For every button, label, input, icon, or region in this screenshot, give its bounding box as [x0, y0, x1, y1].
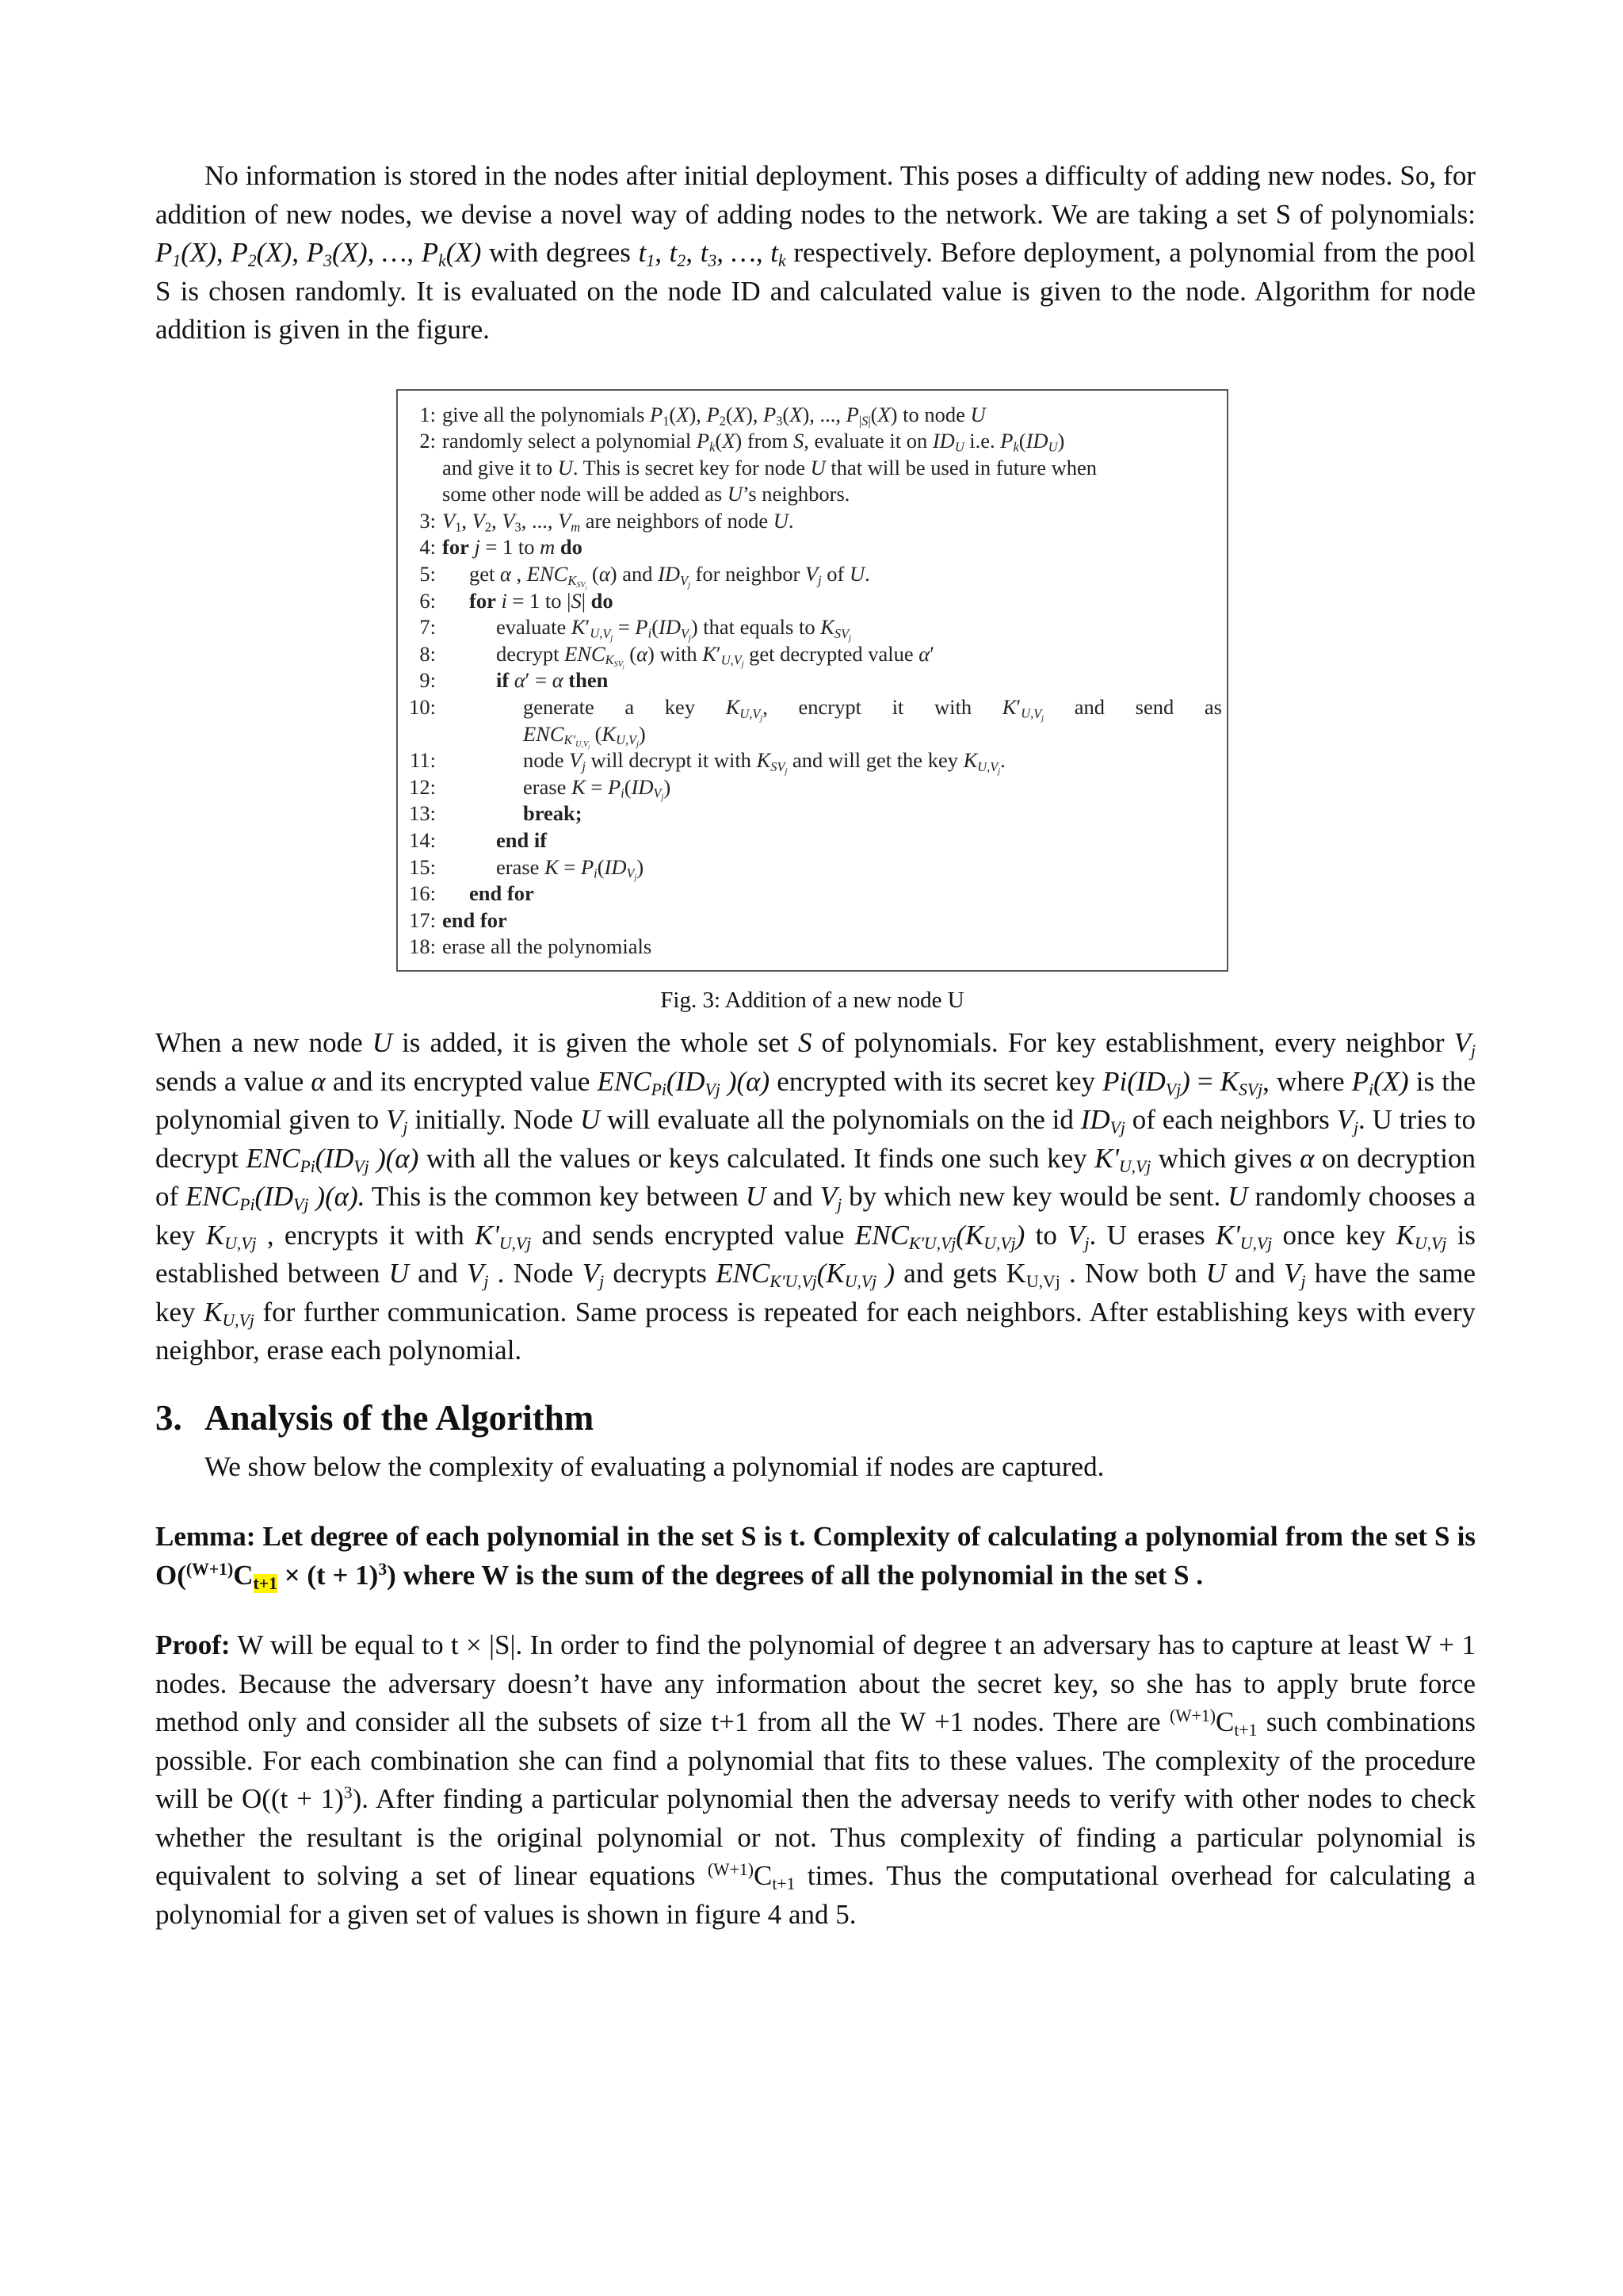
algorithm-line: 12: erase $K = P_i(ID_{V_j})$: [409, 774, 671, 803]
intro-text-1: No information is stored in the nodes after initial deployment. This poses a difficulty of adding new nodes. So, for addition of new nodes, we devise a novel way of adding nodes to the network. We are taking a set S of polynomials:: [155, 160, 1476, 230]
algorithm-line: 11: node $V_j$ will decrypt it with $K_{SV_j}$ and will get the key $K_{U,V_j}$.: [410, 748, 1006, 776]
proof-paragraph: Proof: W will be equal to t × |S|. In order to find the polynomial of degree t an adversary has to capture at least W + 1 nodes. Because the adversary doesn’t have any information about the secret key, so she has to apply brute force method only and consider all the subsets of size t+1 from all the W +1 nodes. There are $^{(W+1)}C_{t+1}$ such combinations possible. For each combination she can find a polynomial that fits to these values. The complexity of the procedure will be $O((t + 1)^3)$. After finding a particular polynomial then the adversay needs to verify with other nodes to check whether the resultant is the original polynomial or not. Thus complexity of finding a particular polynomial is equivalent to solving a set of linear equations $^{(W+1)}C_{t+1}$ times. Thus the computational overhead for calculating a polynomial for a given set of values is shown in figure 4 and 5.: [155, 1629, 1476, 1930]
intro-text-3: respectively. Before deployment, a polynomial from the pool S is chosen randomly. It is evaluated on the node ID and calculated value is given to the node. Algorithm for node addition is given in the figure.: [155, 237, 1476, 345]
algorithm-line: 7: evaluate $K'_{U,V_j} = P_i(ID_{V_j})$ that equals to $K_{SV_j}$: [419, 615, 851, 643]
algorithm-line: 2: randomly select a polynomial $P_k(X)$ from S, evaluate it on $ID_U$ i.e. $P_k(ID_U)$: [419, 429, 1065, 455]
algorithm-line: 9: if α′ = α then: [419, 668, 609, 693]
algorithm-line: 1: give all the polynomials $P_1(X)$, $P_2(X)$, $P_3(X)$, ..., $P_{|S|}(X)$ to node U: [419, 402, 986, 429]
algorithm-figure: [396, 389, 1228, 1020]
algorithm-line: $ENC_{K'_{U,V_j}}$ $(K_{U,V_j})$: [523, 721, 646, 750]
paper-page: [155, 157, 1476, 1934]
section-intro: We show below the complexity of evaluating a polynomial if nodes are captured.: [204, 1450, 1105, 1482]
section-heading: 3. Analysis of the Algorithm: [155, 1397, 594, 1438]
key-establishment-paragraph: When a new node U is added, it is given the whole set S of polynomials. For key establishment, every neighbor $V_j$ sends a value α and its encrypted value $ENC_{Pi}(ID_{Vj}$ )(α) encrypted with its secret key $Pi(ID_{Vj}) = K_{SVj}$, where $P_i(X)$ is the polynomial given to $V_j$ initially. Node U will evaluate all the polynomials on the id $ID_{Vj}$ of each neighbors $V_j$. U tries to decrypt $ENC_{Pi}(ID_{Vj}$ )(α) with all the values or keys calculated. It finds one such key $K'_{U,Vj}$ which gives α on decryption of $ENC_{Pi}(ID_{Vj}$ )(α). This is the common key between U and $V_j$ by which new key would be sent. U randomly chooses a key $K_{U,Vj}$ , encrypts it with $K'_{U,Vj}$ and sends encrypted value $ENC_{K'U,Vj}(K_{U,Vj})$ to $V_j$. U erases $K'_{U,Vj}$ once key $K_{U,Vj}$ is established between U and $V_j$ . Node $V_j$ decrypts $ENC_{K'U,Vj}(K_{U,Vj}$ ) and gets $K_{U,Vj}$ . Now both U and $V_j$ have the same key $K_{U,Vj}$ for further communication. Same process is repeated for each neighbors. After establishing keys with every neighbor, erase each polynomial.: [155, 1027, 1476, 1366]
algorithm-box: [396, 389, 1228, 972]
algorithm-line: 17: end for: [409, 907, 507, 932]
algorithm-line: 10: generate a key $K_{U,V_j}$, encrypt it with $K'_{U,V_j}$ and send as: [409, 695, 1222, 723]
algorithm-line: 18: erase all the polynomials: [409, 934, 652, 959]
lemma-statement: Lemma: Let degree of each polynomial in the set S is t. Complexity of calculating a polynomial from the set S is $O(^{(W+1)}C_{t+1} \times (t + 1)^3)$ where W is the sum of the degrees of all the polynomial in the set S .: [155, 1521, 1476, 1594]
algorithm-line: 16: end for: [409, 881, 534, 906]
figure-caption: Fig. 3: Addition of a new node U: [660, 987, 964, 1013]
algorithm-line: 6: for i = 1 to |S| do: [419, 588, 613, 613]
algorithm-line: 3: $V_1$, $V_2$, $V_3$, ..., $V_m$ are neighbors of node U.: [419, 508, 794, 535]
algorithm-line: 8: decrypt $ENC_{K_{SV_j}}$ (α) with $K'_{U,V_j}$ get decrypted value α′: [419, 641, 934, 670]
intro-text-2: with degrees: [489, 237, 631, 268]
algorithm-line: 15: erase $K = P_i(ID_{V_j})$: [409, 854, 644, 883]
intro-paragraph: No information is stored in the nodes after initial deployment. This poses a difficulty of adding new nodes. So, for addition of new nodes, we devise a novel way of adding nodes to the network. We are taking a set S of polynomials: $P_1(X)$, $P_2(X)$, $P_3(X)$, …, $P_k(X)$ with degrees $t_1$, $t_2$, $t_3$, …, $t_k$ respectively. Before deployment, a polynomial from the pool S is chosen randomly. It is evaluated on the node ID and calculated value is given to the node. Algorithm for node addition is given in the figure.: [155, 160, 1476, 345]
algorithm-line: 5: get α , $ENC_{K_{SV_j}}$ (α) and $ID_{V_j}$ for neighbor $V_j$ of U.: [419, 562, 870, 590]
algorithm-line: 13: break;: [409, 801, 582, 826]
algorithm-line: 14: end if: [409, 828, 548, 852]
algorithm-line: and give it to U. This is secret key for node U that will be used in future when: [442, 455, 1098, 479]
algorithm-line: some other node will be added as U’s neighbors.: [442, 482, 850, 506]
algorithm-line: 4: for j = 1 to m do: [419, 535, 582, 560]
proof-label: Proof:: [155, 1629, 231, 1661]
